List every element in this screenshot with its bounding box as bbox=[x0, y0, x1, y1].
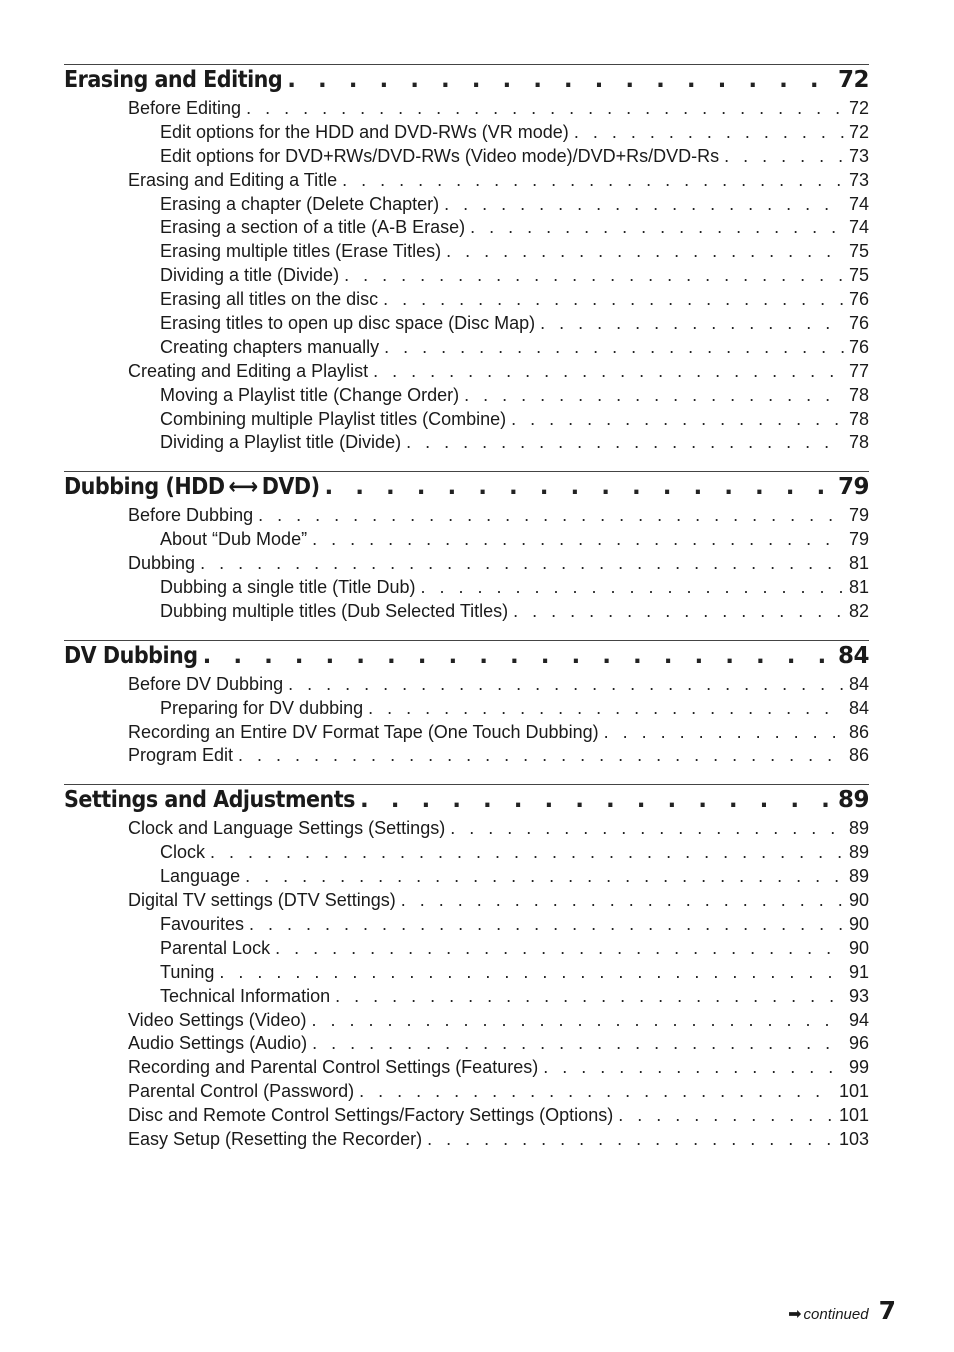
entry-label: Clock bbox=[160, 842, 206, 863]
dot-leader bbox=[618, 1105, 834, 1126]
toc-entry bbox=[64, 1033, 869, 1057]
entry-label: Clock and Language Settings (Settings) bbox=[128, 818, 446, 839]
entry-label: Before Dubbing bbox=[128, 505, 254, 526]
section-page: 79 bbox=[837, 474, 869, 501]
entry-page: 91 bbox=[848, 961, 869, 982]
entry-page: 84 bbox=[848, 673, 869, 694]
toc-entry bbox=[64, 1129, 869, 1153]
dot-leader bbox=[210, 842, 844, 863]
entry-label: Dividing a title (Divide) bbox=[160, 265, 340, 286]
entry-page: 89 bbox=[848, 866, 869, 887]
entry-label: Dividing a Playlist title (Divide) bbox=[160, 432, 402, 453]
entry-page: 81 bbox=[848, 577, 869, 598]
entry-page: 72 bbox=[848, 121, 869, 142]
section-heading bbox=[64, 787, 869, 818]
dot-leader bbox=[203, 643, 833, 669]
toc-entry bbox=[64, 337, 869, 361]
toc-entry bbox=[64, 986, 869, 1010]
dot-leader bbox=[238, 745, 844, 766]
section-title: Settings and Adjustments bbox=[64, 787, 355, 814]
entry-page: 89 bbox=[848, 818, 869, 839]
entry-label: Erasing all titles on the disc bbox=[160, 289, 379, 310]
dot-leader bbox=[543, 1057, 844, 1078]
entry-page: 90 bbox=[848, 890, 869, 911]
entry-page: 99 bbox=[848, 1057, 869, 1078]
dot-leader bbox=[312, 1033, 844, 1054]
entry-label: Preparing for DV dubbing bbox=[160, 697, 364, 718]
section-page: 89 bbox=[837, 787, 869, 814]
toc-entry bbox=[64, 361, 869, 385]
section-page: 84 bbox=[837, 642, 869, 669]
dot-leader bbox=[200, 553, 844, 574]
toc-entry bbox=[64, 289, 869, 313]
toc-entry bbox=[64, 722, 869, 746]
toc-section-settings bbox=[64, 784, 869, 1152]
entry-page: 84 bbox=[848, 697, 869, 718]
dot-leader bbox=[325, 474, 833, 500]
dot-leader bbox=[574, 122, 844, 143]
entry-label: Audio Settings (Audio) bbox=[128, 1033, 308, 1054]
dot-leader bbox=[344, 265, 844, 286]
toc-entry bbox=[64, 170, 869, 194]
toc-section-dubbing bbox=[64, 471, 869, 624]
entry-page: 76 bbox=[848, 336, 869, 357]
entry-page: 103 bbox=[838, 1128, 869, 1149]
entry-label: Erasing a section of a title (A-B Erase) bbox=[160, 217, 466, 238]
toc-entry bbox=[64, 529, 869, 553]
toc-entry bbox=[64, 914, 869, 938]
entry-label: Creating and Editing a Playlist bbox=[128, 360, 369, 381]
entry-page: 72 bbox=[848, 98, 869, 118]
toc-entry bbox=[64, 818, 869, 842]
section-title: DV Dubbing bbox=[64, 642, 198, 669]
dot-leader bbox=[288, 674, 844, 695]
entry-label: Program Edit bbox=[128, 745, 234, 766]
toc-entry bbox=[64, 745, 869, 769]
entry-label: Erasing titles to open up disc space (Disc Map) bbox=[160, 313, 536, 334]
dot-leader bbox=[446, 241, 844, 262]
entry-label: Before DV Dubbing bbox=[128, 673, 284, 694]
entry-label: Tuning bbox=[160, 961, 215, 982]
section-heading bbox=[64, 643, 869, 674]
toc-entry bbox=[64, 601, 869, 625]
dot-leader bbox=[406, 432, 844, 453]
dot-leader bbox=[312, 529, 844, 550]
section-title-part: Dubbing (HDD bbox=[64, 474, 225, 501]
toc-entry bbox=[64, 938, 869, 962]
entry-label: Parental Control (Password) bbox=[128, 1081, 355, 1102]
page-footer bbox=[788, 1296, 896, 1325]
entry-label: Parental Lock bbox=[160, 937, 271, 958]
toc-entry bbox=[64, 1010, 869, 1034]
dot-leader bbox=[511, 409, 844, 430]
entry-page: 79 bbox=[848, 505, 869, 526]
entry-page: 78 bbox=[848, 408, 869, 429]
entry-page: 86 bbox=[848, 745, 869, 766]
entry-page: 78 bbox=[848, 384, 869, 405]
continued-label: continued bbox=[803, 1306, 869, 1323]
toc-entry bbox=[64, 241, 869, 265]
entry-label: Recording and Parental Control Settings (Features) bbox=[128, 1057, 539, 1078]
right-arrow-icon: ➡ bbox=[788, 1306, 802, 1323]
entry-page: 74 bbox=[848, 217, 869, 238]
toc-entry bbox=[64, 842, 869, 866]
dot-leader bbox=[342, 170, 844, 191]
dot-leader bbox=[540, 313, 844, 334]
dot-leader bbox=[470, 217, 844, 238]
dot-leader bbox=[335, 986, 844, 1007]
entry-page: 101 bbox=[838, 1105, 869, 1126]
dot-leader bbox=[287, 67, 833, 93]
toc-entry bbox=[64, 1081, 869, 1105]
entry-page: 90 bbox=[848, 937, 869, 958]
entry-page: 73 bbox=[848, 145, 869, 166]
entry-label: Dubbing multiple titles (Dub Selected Titles) bbox=[160, 600, 509, 621]
entry-label: Favourites bbox=[160, 913, 245, 934]
dot-leader bbox=[384, 337, 844, 358]
toc-entry bbox=[64, 385, 869, 409]
toc-entry bbox=[64, 674, 869, 698]
dot-leader bbox=[604, 722, 844, 743]
entry-label: Moving a Playlist title (Change Order) bbox=[160, 384, 460, 405]
entry-page: 73 bbox=[848, 169, 869, 190]
entry-label: Language bbox=[160, 866, 241, 887]
dot-leader bbox=[401, 890, 844, 911]
dot-leader bbox=[444, 194, 844, 215]
section-heading bbox=[64, 67, 869, 98]
entry-label: About “Dub Mode” bbox=[160, 529, 308, 550]
toc-entry bbox=[64, 962, 869, 986]
entry-label: Dubbing bbox=[128, 553, 196, 574]
entry-label: Edit options for DVD+RWs/DVD-RWs (Video mode)/DVD+Rs/DVD-Rs bbox=[160, 145, 720, 166]
toc-entry bbox=[64, 265, 869, 289]
toc-entry bbox=[64, 866, 869, 890]
entry-label: Digital TV settings (DTV Settings) bbox=[128, 890, 396, 911]
entry-page: 78 bbox=[848, 432, 869, 453]
entry-page: 76 bbox=[848, 289, 869, 310]
toc-entry bbox=[64, 194, 869, 218]
dot-leader bbox=[245, 866, 844, 887]
toc-entry bbox=[64, 1057, 869, 1081]
dot-leader bbox=[275, 938, 844, 959]
entry-label: Edit options for the HDD and DVD-RWs (VR mode) bbox=[160, 121, 569, 142]
entry-page: 79 bbox=[848, 529, 869, 550]
entry-page: 101 bbox=[838, 1081, 869, 1102]
entry-label: Creating chapters manually bbox=[160, 336, 380, 357]
entry-page: 75 bbox=[848, 241, 869, 262]
entry-label: Combining multiple Playlist titles (Combine) bbox=[160, 408, 507, 429]
entry-page: 93 bbox=[848, 985, 869, 1006]
toc-entry bbox=[64, 122, 869, 146]
dot-leader bbox=[359, 1081, 834, 1102]
entry-label: Erasing multiple titles (Erase Titles) bbox=[160, 241, 442, 262]
section-title bbox=[64, 474, 320, 500]
toc-entry bbox=[64, 98, 869, 122]
entry-label: Recording an Entire DV Format Tape (One Touch Dubbing) bbox=[128, 721, 599, 742]
dot-leader bbox=[427, 1129, 834, 1150]
toc-entry bbox=[64, 146, 869, 170]
section-title-part: DVD) bbox=[261, 474, 320, 501]
entry-label: Erasing and Editing a Title bbox=[128, 169, 338, 190]
entry-label: Before Editing bbox=[128, 98, 242, 118]
toc-entry bbox=[64, 409, 869, 433]
section-title: Erasing and Editing bbox=[64, 67, 283, 93]
toc-section-erasing-editing bbox=[64, 64, 869, 456]
toc-entry bbox=[64, 553, 869, 577]
dot-leader bbox=[724, 146, 844, 167]
toc-entry bbox=[64, 577, 869, 601]
entry-page: 86 bbox=[848, 721, 869, 742]
dot-leader bbox=[450, 818, 844, 839]
entry-page: 74 bbox=[848, 193, 869, 214]
entry-label: Technical Information bbox=[160, 985, 331, 1006]
entry-page: 89 bbox=[848, 842, 869, 863]
entry-page: 82 bbox=[848, 600, 869, 621]
dot-leader bbox=[513, 601, 844, 622]
entry-page: 96 bbox=[848, 1033, 869, 1054]
entry-label: Erasing a chapter (Delete Chapter) bbox=[160, 193, 440, 214]
section-heading bbox=[64, 474, 869, 505]
dot-leader bbox=[311, 1010, 844, 1031]
toc-entry bbox=[64, 217, 869, 241]
toc-entry bbox=[64, 505, 869, 529]
entry-label: Easy Setup (Resetting the Recorder) bbox=[128, 1128, 423, 1149]
entry-page: 90 bbox=[848, 913, 869, 934]
toc-entry bbox=[64, 432, 869, 456]
page-number: 7 bbox=[878, 1296, 896, 1325]
dot-leader bbox=[464, 385, 844, 406]
entry-page: 76 bbox=[848, 313, 869, 334]
entry-page: 75 bbox=[848, 265, 869, 286]
dot-leader bbox=[219, 962, 844, 983]
dot-leader bbox=[246, 98, 844, 119]
entry-label: Disc and Remote Control Settings/Factory Settings (Options) bbox=[128, 1105, 614, 1126]
toc-section-dv-dubbing bbox=[64, 640, 869, 770]
dot-leader bbox=[420, 577, 844, 598]
entry-page: 77 bbox=[848, 360, 869, 381]
dot-leader bbox=[368, 698, 844, 719]
toc-entry bbox=[64, 1105, 869, 1129]
entry-label: Dubbing a single title (Title Dub) bbox=[160, 577, 416, 598]
entry-page: 81 bbox=[848, 553, 869, 574]
dot-leader bbox=[249, 914, 844, 935]
toc-entry bbox=[64, 698, 869, 722]
table-of-contents bbox=[64, 64, 869, 1153]
toc-entry bbox=[64, 313, 869, 337]
entry-page: 94 bbox=[848, 1009, 869, 1030]
double-arrow-icon: ⟷ bbox=[228, 474, 258, 501]
dot-leader bbox=[373, 361, 844, 382]
section-page: 72 bbox=[837, 67, 869, 93]
entry-label: Video Settings (Video) bbox=[128, 1009, 307, 1030]
dot-leader bbox=[383, 289, 844, 310]
dot-leader bbox=[258, 505, 844, 526]
toc-entry bbox=[64, 890, 869, 914]
dot-leader bbox=[360, 787, 833, 813]
